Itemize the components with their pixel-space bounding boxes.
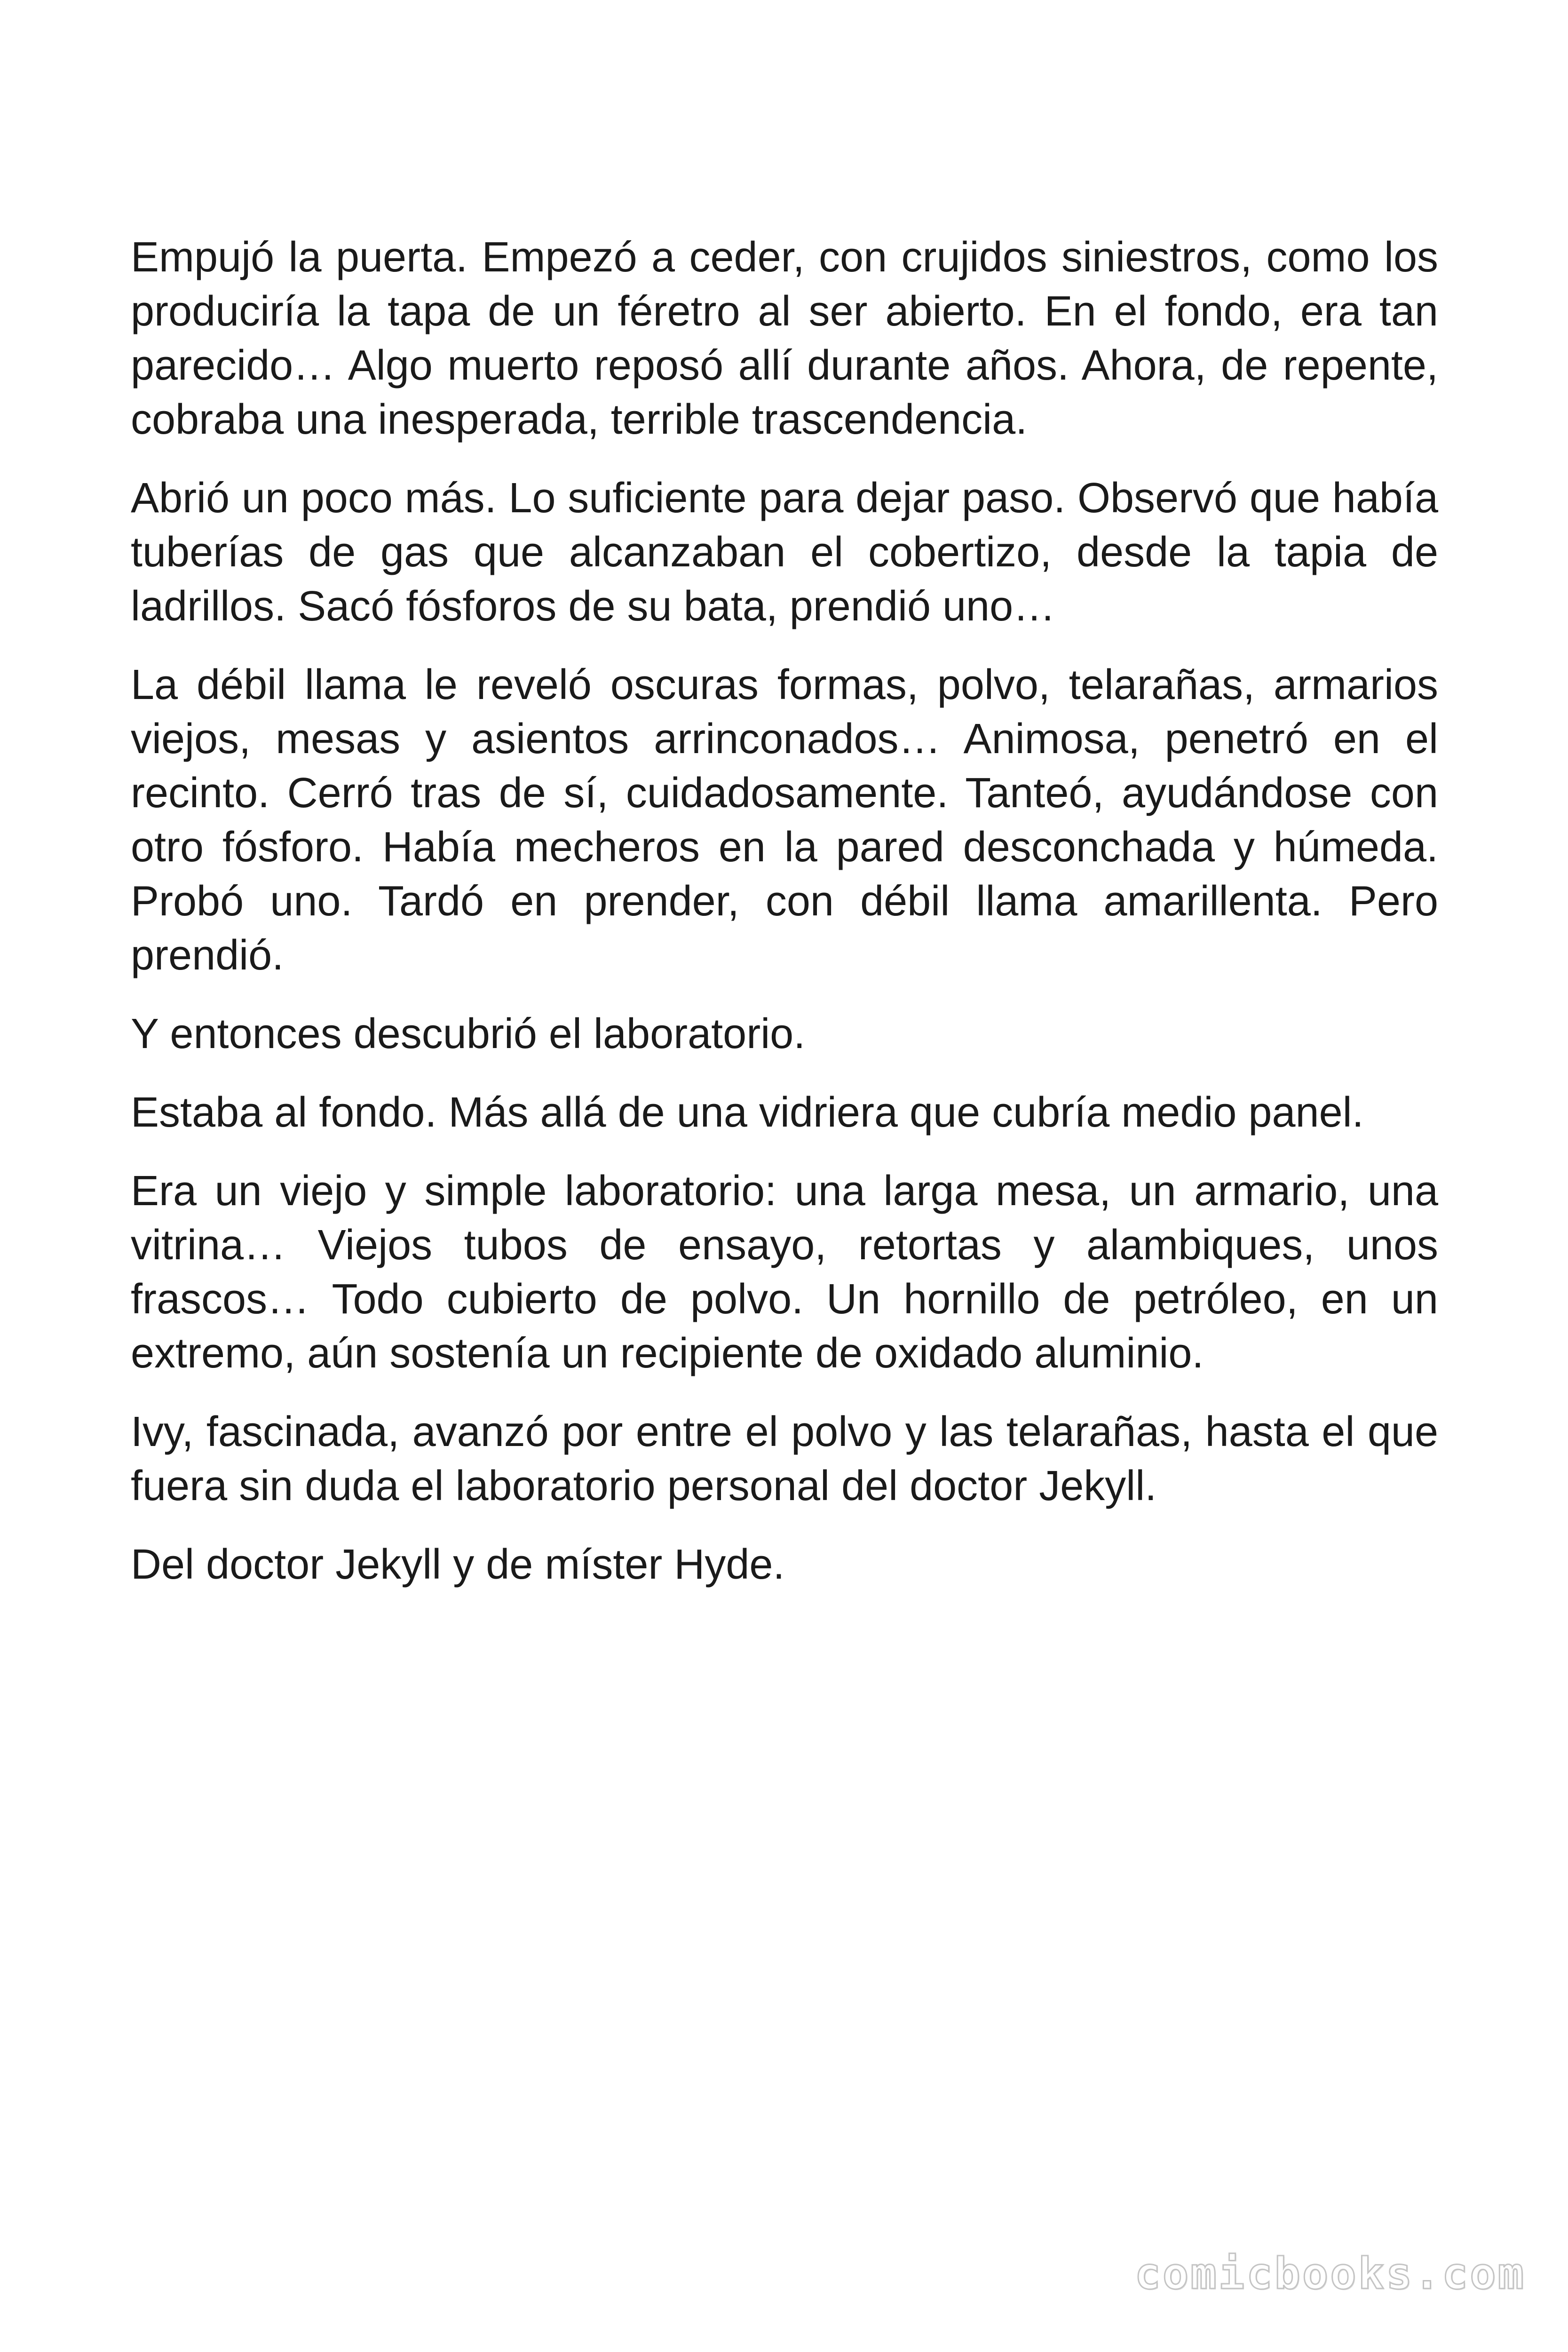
paragraph: Abrió un poco más. Lo suficiente para dejar paso. Observó que había tuberías de gas que alcanzaban el cobertizo, desde la tapia de ladrillos. Sacó fósforos de su bata, prendió uno… bbox=[131, 475, 1438, 630]
body-text bbox=[131, 230, 1438, 1616]
paragraph: La débil llama le reveló oscuras formas, polvo, telarañas, armarios viejos, mesas y asientos arrinconados… Animosa, penetró en el recinto. Cerró tras de sí, cuidadosamente. Tanteó, ayudándose con otro fósforo. Había mecheros en la pared desconchada y húmeda. Probó uno. Tardó en prender, con débil llama amarillenta. Pero prendió. bbox=[131, 661, 1438, 979]
paragraph: Estaba al fondo. Más allá de una vidriera que cubría medio panel. bbox=[131, 1089, 1364, 1136]
paragraph: Era un viejo y simple laboratorio: una larga mesa, un armario, una vitrina… Viejos tubos de ensayo, retortas y alambiques, unos frascos… Todo cubierto de polvo. Un hornillo de petróleo, en un extremo, aún sostenía un recipiente de oxidado aluminio. bbox=[131, 1168, 1438, 1377]
watermark: comicbooks.com bbox=[1134, 2249, 1526, 2299]
paragraph: Empujó la puerta. Empezó a ceder, con crujidos siniestros, como los produciría la tapa de un féretro al ser abierto. En el fondo, era tan parecido… Algo muerto reposó allí durante años. Ahora, de repente, cobraba una inesperada, terrible trascendencia. bbox=[131, 234, 1438, 443]
paragraph: Del doctor Jekyll y de míster Hyde. bbox=[131, 1541, 785, 1588]
paragraph: Y entonces descubrió el laboratorio. bbox=[131, 1010, 806, 1057]
paragraph: Ivy, fascinada, avanzó por entre el polvo y las telarañas, hasta el que fuera sin duda el laboratorio personal del doctor Jekyll. bbox=[131, 1408, 1438, 1510]
